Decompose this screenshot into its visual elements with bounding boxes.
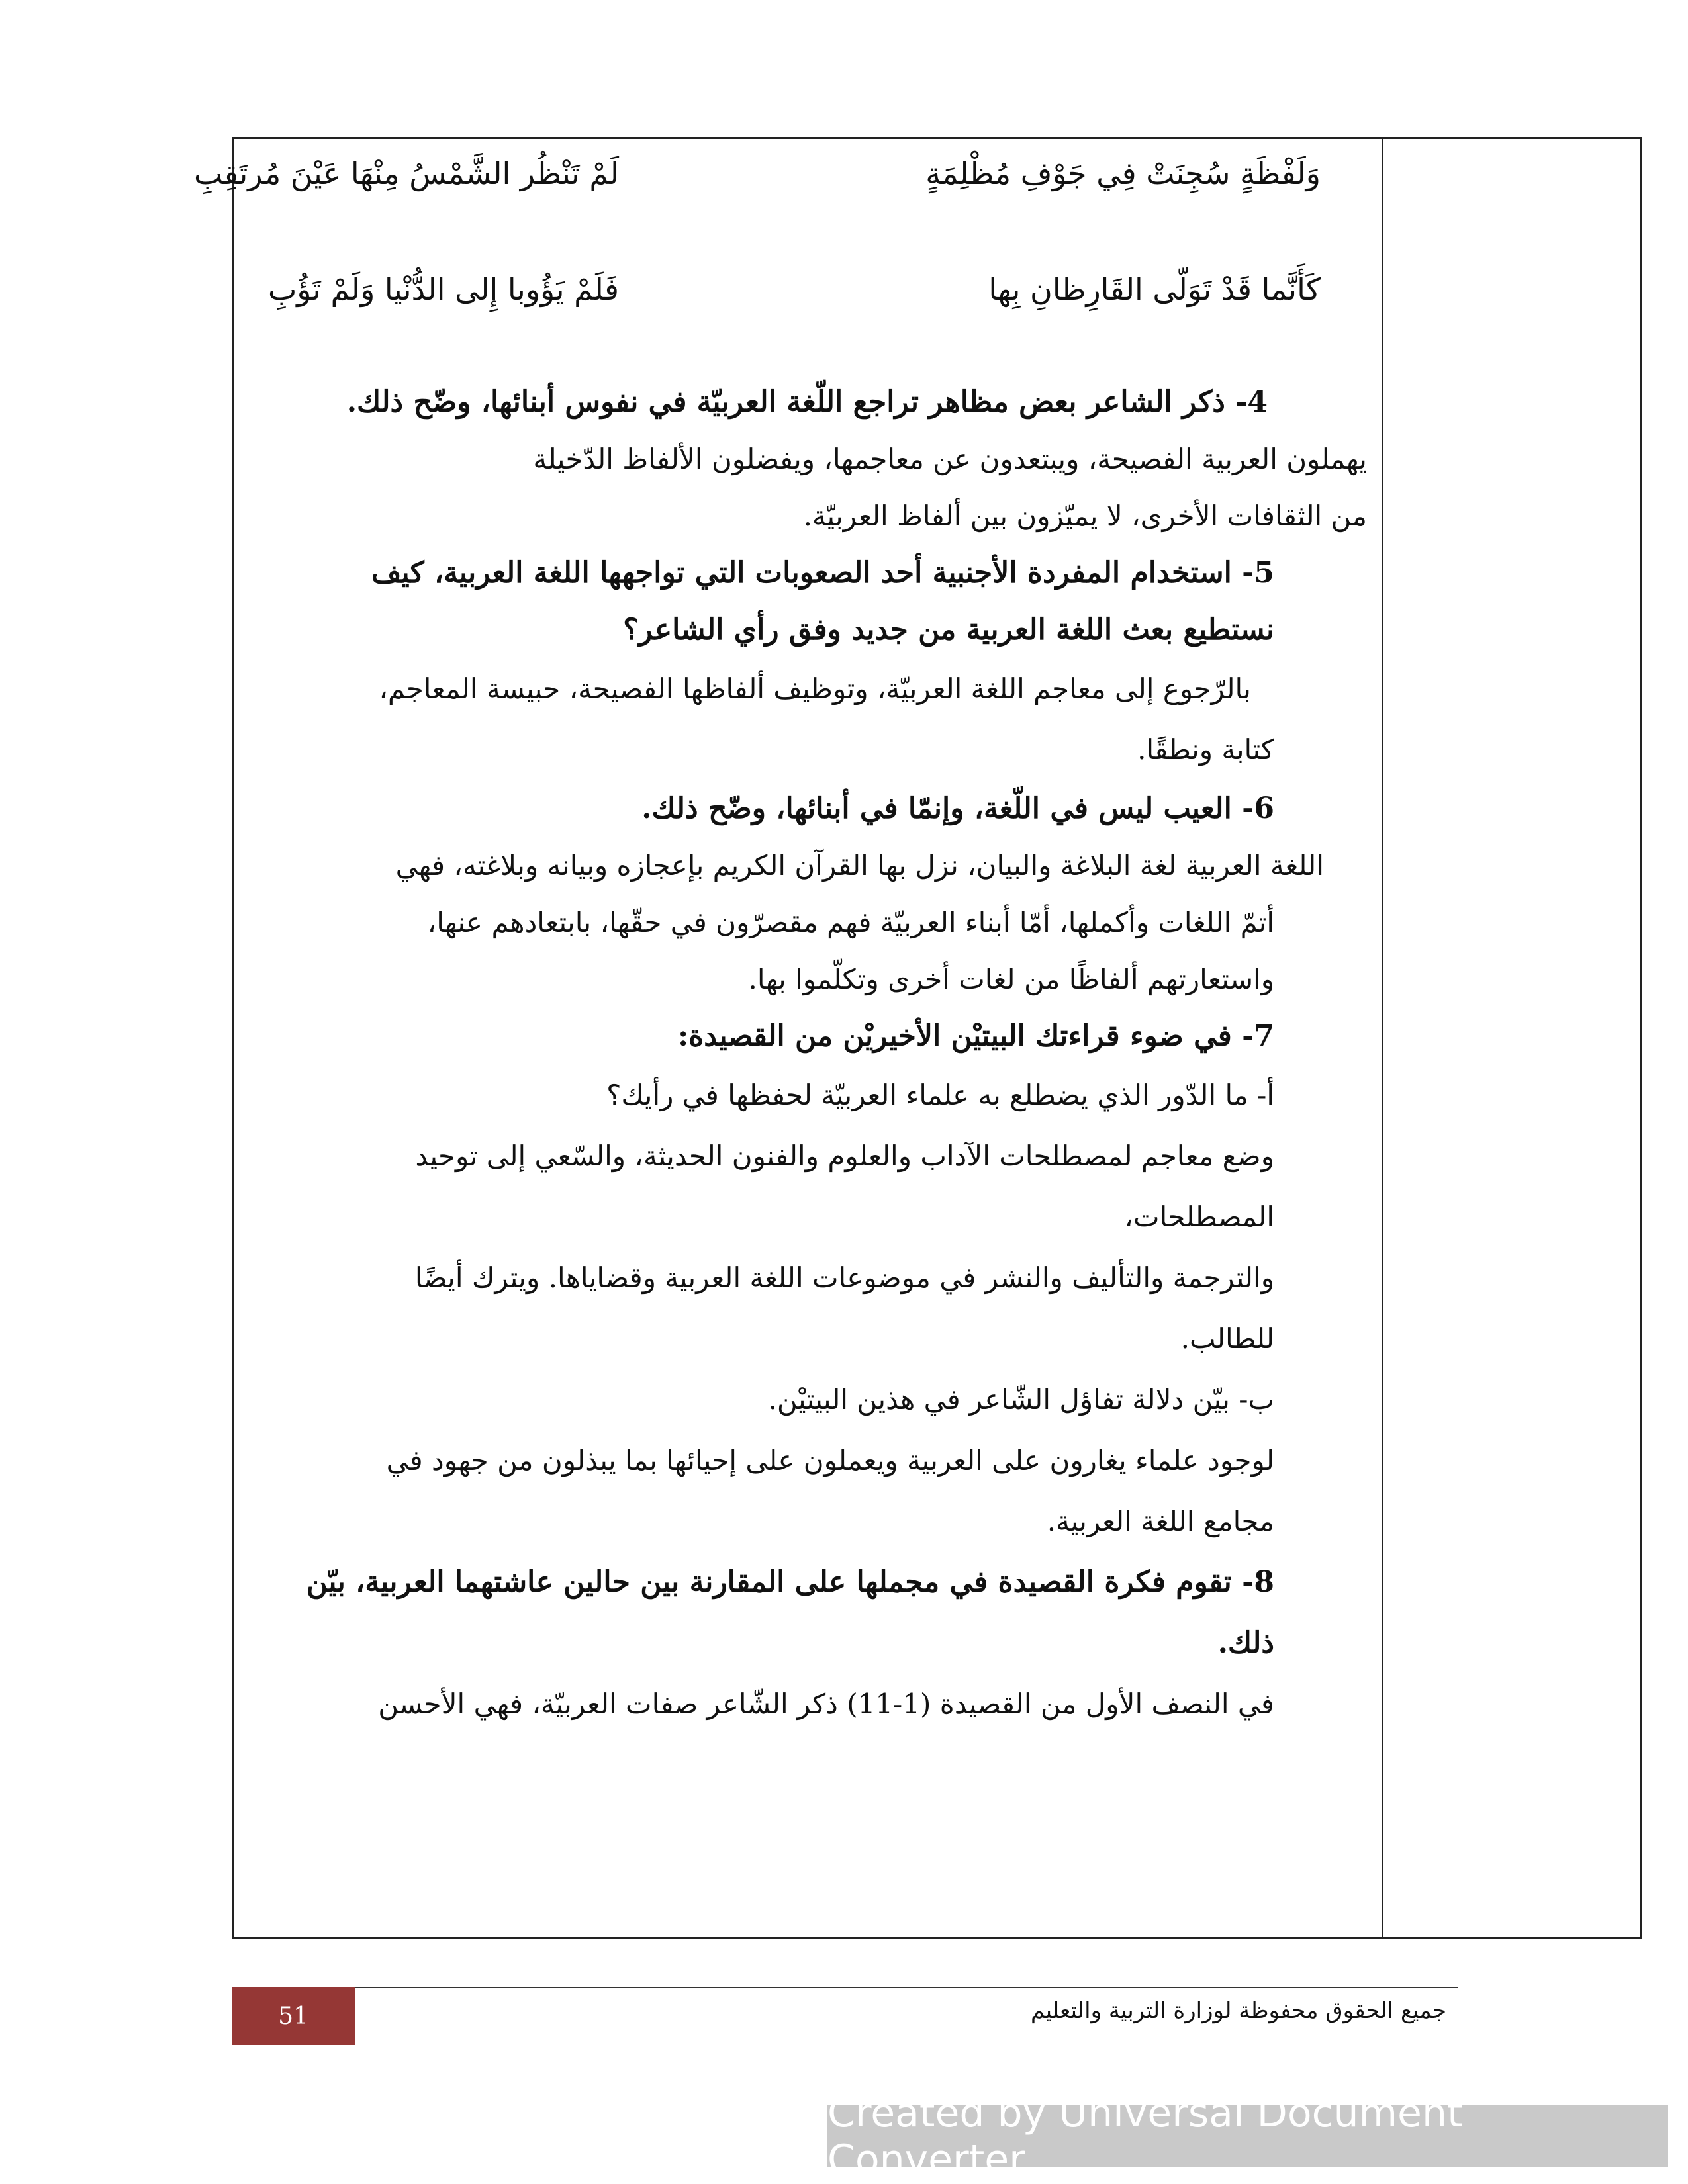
footer-rights-notice: جميع الحقوق محفوظة لوزارة التربية والتعليم: [1030, 1997, 1446, 2024]
verse-2-first-hemistich: كَأَنَّما قَدْ تَوَلّى القَارِظانِ بِها: [988, 271, 1321, 307]
answer-7b-line-1: لوجود علماء يغارون على العربية ويعملون على إحيائها بما يبذلون من جهود في: [386, 1444, 1274, 1477]
answer-7a-line-1: وضع معاجم لمصطلحات الآداب والعلوم والفنون الحديثة، والسّعي إلى توحيد: [415, 1140, 1274, 1172]
page-number: 51: [232, 1987, 355, 2045]
answer-8-line-1: في النصف الأول من القصيدة (1-11) ذكر الشّاعر صفات العربيّة، فهي الأحسن: [378, 1688, 1274, 1720]
question-5-line-1: 5- استخدام المفردة الأجنبية أحد الصعوبات التي تواجهها اللغة العربية، كيف: [371, 556, 1274, 590]
verse-2-second-hemistich: فَلَمْ يَؤُوبا إِلى الدُّنْيا وَلَمْ تَؤُبِ: [267, 271, 619, 307]
footer-divider: [232, 1987, 1458, 1988]
question-7a: أ- ما الدّور الذي يضطلع به علماء العربيّة لحفظها في رأيك؟: [606, 1079, 1274, 1111]
answer-6-line-3: واستعارتهم ألفاظًا من لغات أخرى وتكلّموا بها.: [748, 963, 1274, 995]
converter-watermark: Created by Universal Document Converter: [827, 2105, 1668, 2167]
answer-6-line-2: أتمّ اللغات وأكملها، أمّا أبناء العربيّة فهم مقصرّون في حقّها، بابتعادهم عنها،: [427, 906, 1274, 938]
verse-1-second-hemistich: لَمْ تَنْظُر الشَّمْسُ مِنْهَا عَيْنَ مُرتَقِبِ: [194, 156, 619, 191]
answer-5-line-2: كتابة ونطقًا.: [1137, 733, 1274, 766]
answer-7b-line-2: مجامع اللغة العربية.: [1047, 1505, 1274, 1537]
question-4: 4- ذكر الشاعر بعض مظاهر تراجع اللّغة العربيّة في نفوس أبنائها، وضّح ذلك.: [346, 385, 1268, 419]
verse-2: [258, 258, 1367, 374]
verse-1-first-hemistich: وَلَفْظَةٍ سُجِنَتْ فِي جَوْفِ مُظْلِمَةٍ: [925, 156, 1321, 191]
question-6: 6- العيب ليس في اللّغة، وإنمّا في أبنائها، وضّح ذلك.: [641, 792, 1274, 825]
answer-7a-line-3: والترجمة والتأليف والنشر في موضوعات اللغة العربية وقضاياها. ويترك أيضًا: [414, 1261, 1274, 1294]
answer-4-line-1: يهملون العربية الفصيحة، ويبتعدون عن معاجمها، ويفضلون الألفاظ الدّخيلة: [533, 443, 1367, 475]
question-8-line-2: ذلك.: [1217, 1626, 1274, 1660]
question-8-line-1: 8- تقوم فكرة القصيدة في مجملها على المقارنة بين حالين عاشتهما العربية، بيّن: [306, 1565, 1274, 1599]
answer-5-line-1: بالرّجوع إلى معاجم اللغة العربيّة، وتوظيف ألفاظها الفصيحة، حبيسة المعاجم،: [379, 672, 1251, 705]
page-content: [194, 142, 1367, 1735]
question-7: 7- في ضوء قراءتك البيتيْن الأخيريْن من القصيدة:: [678, 1019, 1274, 1053]
answer-4-line-2: من الثقافات الأخرى، لا يميّزون بين ألفاظ العربيّة.: [803, 500, 1367, 532]
table-column-divider: [1382, 137, 1383, 1939]
answer-7a-line-4: للطالب.: [1180, 1322, 1274, 1355]
verse-1: [194, 142, 1367, 258]
answer-7a-line-2: المصطلحات،: [1124, 1201, 1274, 1233]
answer-6-line-1: اللغة العربية لغة البلاغة والبيان، نزل بها القرآن الكريم بإعجازه وبيانه وبلاغته، فهي: [395, 849, 1324, 882]
question-7b: ب- بيّن دلالة تفاؤل الشّاعر في هذين البيتيْن.: [768, 1383, 1274, 1416]
question-5-line-2: نستطيع بعث اللغة العربية من جديد وفق رأي الشاعر؟: [623, 613, 1274, 647]
